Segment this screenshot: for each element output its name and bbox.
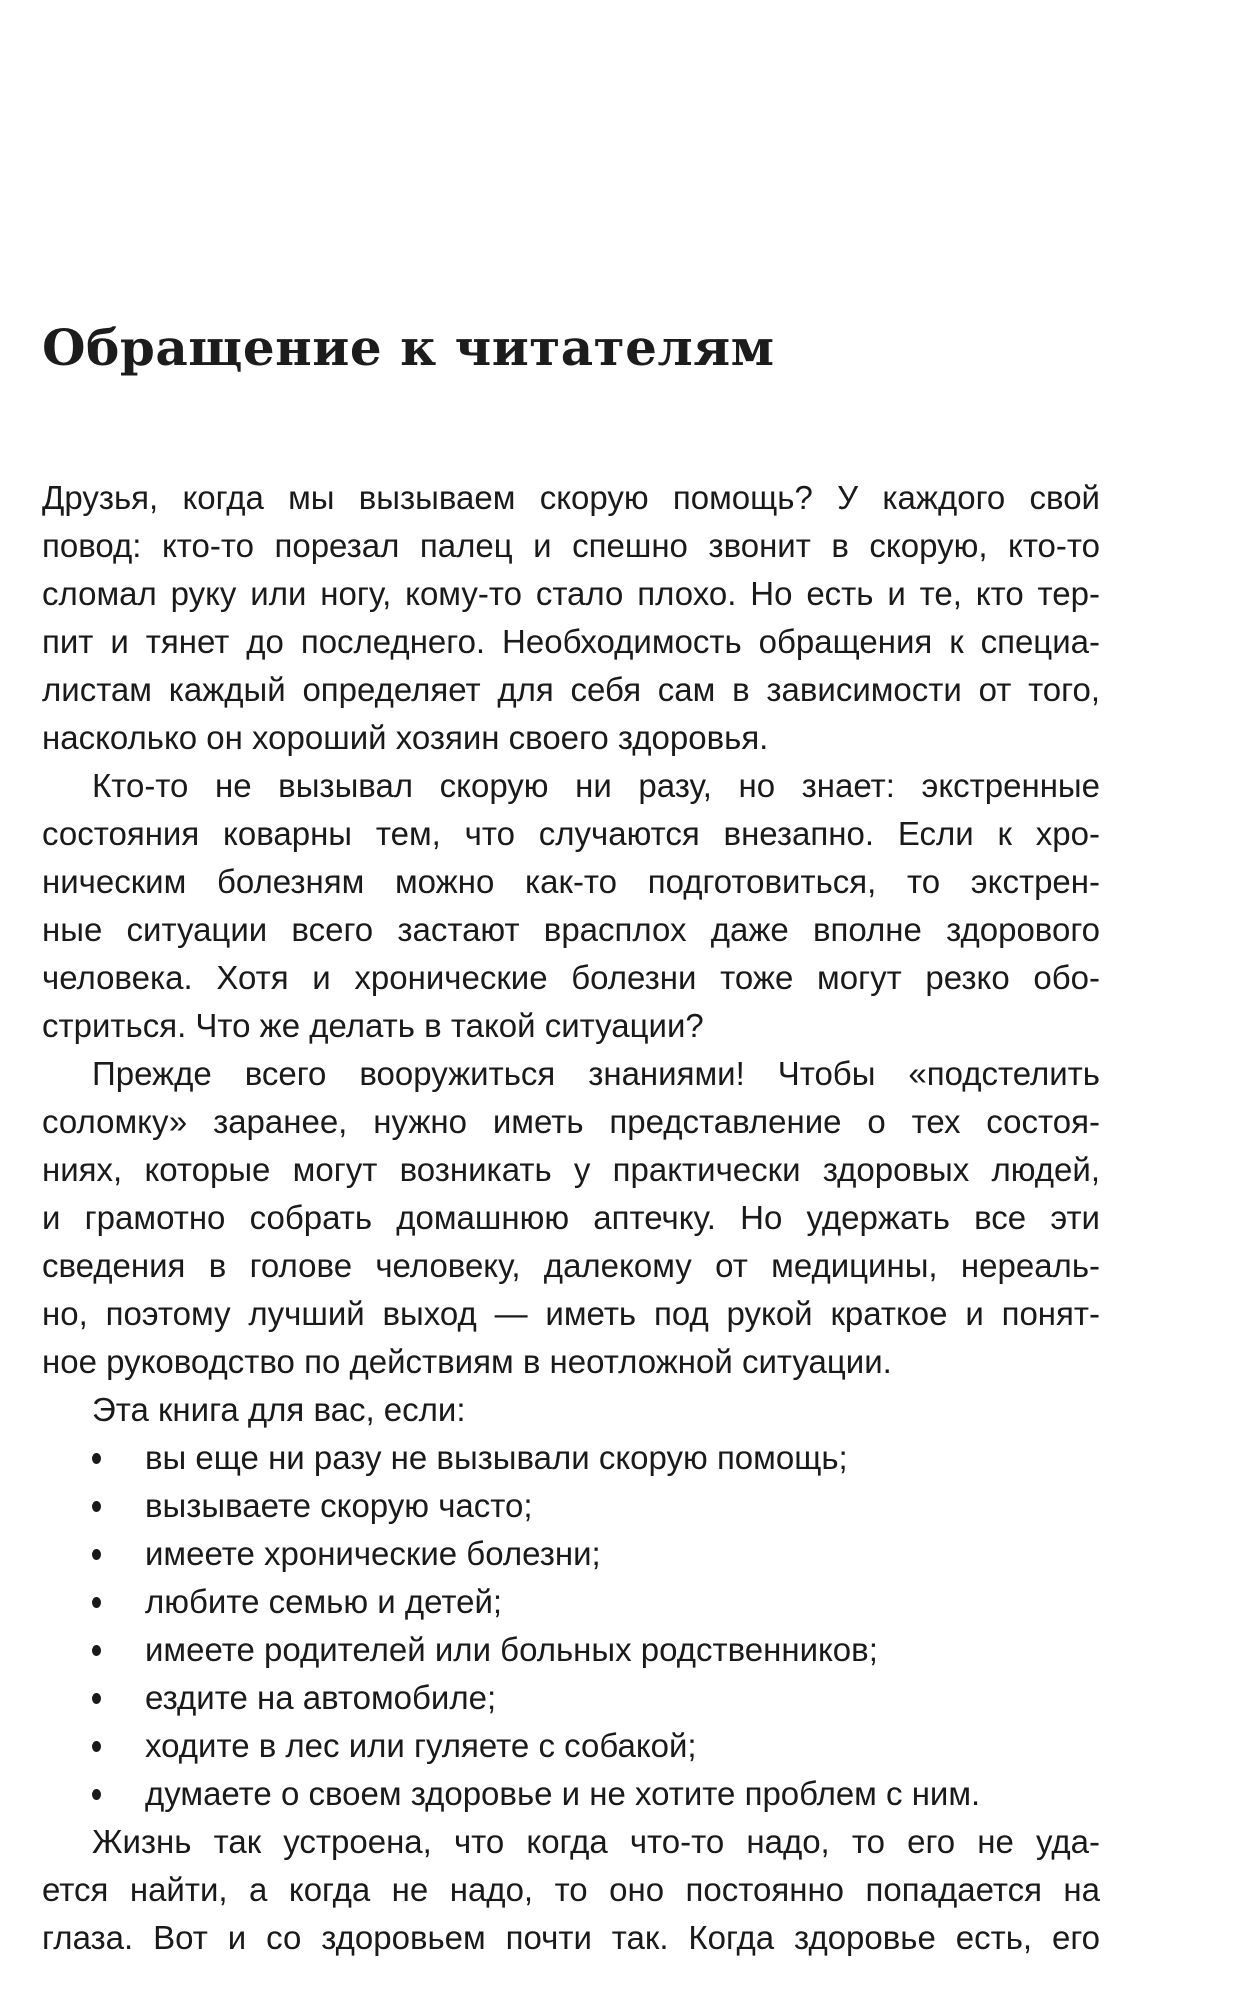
bullet-icon bbox=[92, 1501, 101, 1512]
paragraph-2-line-2: состояния коварны тем, что случаются внезапно. Если к хро- bbox=[42, 815, 1100, 852]
paragraph-2-line-4: ные ситуации всего застают врасплох даже вполне здорового bbox=[42, 911, 1100, 948]
paragraph-3-line-4: и грамотно собрать домашнюю аптечку. Но удержать все эти bbox=[42, 1199, 1100, 1236]
bullet-text: думаете о своем здоровье и не хотите проблем с ним. bbox=[145, 1775, 981, 1812]
bullet-text: имеете хронические болезни; bbox=[145, 1535, 601, 1572]
closing-line-1: Жизнь так устроена, что когда что-то надо, то его не уда- bbox=[92, 1823, 1100, 1860]
paragraph-3-line-6: но, поэтому лучший выход — иметь под рукой краткое и понят- bbox=[42, 1295, 1100, 1332]
page-title: Обращение к читателям bbox=[42, 318, 775, 377]
paragraph-1-line-5: листам каждый определяет для себя сам в зависимости от того, bbox=[42, 671, 1100, 708]
bullet-text: имеете родителей или больных родственников; bbox=[145, 1631, 878, 1668]
paragraph-1-line-2: повод: кто-то порезал палец и спешно звонит в скорую, кто-то bbox=[42, 527, 1100, 564]
paragraph-3-line-3: ниях, которые могут возникать у практически здоровых людей, bbox=[42, 1151, 1100, 1188]
bullet-icon bbox=[92, 1549, 101, 1560]
bullet-icon bbox=[92, 1597, 101, 1608]
paragraph-3-line-7: ное руководство по действиям в неотложной ситуации. bbox=[42, 1343, 892, 1380]
bullet-icon bbox=[92, 1789, 101, 1800]
paragraph-2-line-6: стриться. Что же делать в такой ситуации? bbox=[42, 1007, 704, 1044]
bullet-text: ездите на автомобиле; bbox=[145, 1679, 497, 1716]
bullet-text: вызываете скорую часто; bbox=[145, 1487, 533, 1524]
paragraph-1-line-3: сломал руку или ногу, кому-то стало плохо. Но есть и те, кто тер- bbox=[42, 575, 1100, 612]
paragraph-3-line-5: сведения в голове человеку, далекому от медицины, нереаль- bbox=[42, 1247, 1100, 1284]
paragraph-1-line-1: Друзья, когда мы вызываем скорую помощь? У каждого свой bbox=[42, 479, 1100, 516]
paragraph-2-line-1: Кто-то не вызывал скорую ни разу, но знает: экстренные bbox=[92, 767, 1100, 804]
paragraph-3-line-2: соломку» заранее, нужно иметь представление о тех состоя- bbox=[42, 1103, 1100, 1140]
paragraph-2-line-3: ническим болезням можно как-то подготовиться, то экстрен- bbox=[42, 863, 1100, 900]
bullet-icon bbox=[92, 1693, 101, 1704]
paragraph-1-line-4: пит и тянет до последнего. Необходимость обращения к специа- bbox=[42, 623, 1100, 660]
bullet-text: вы еще ни разу не вызывали скорую помощь; bbox=[145, 1439, 848, 1476]
bullet-text: любите семью и детей; bbox=[145, 1583, 503, 1620]
bullet-icon bbox=[92, 1741, 101, 1752]
bullet-icon bbox=[92, 1453, 101, 1464]
closing-line-3: глаза. Вот и со здоровьем почти так. Когда здоровье есть, его bbox=[42, 1919, 1100, 1956]
closing-line-2: ется найти, а когда не надо, то оно постоянно попадается на bbox=[42, 1871, 1100, 1908]
paragraph-1-line-6: насколько он хороший хозяин своего здоровья. bbox=[42, 719, 769, 756]
bullet-icon bbox=[92, 1645, 101, 1656]
list-intro: Эта книга для вас, если: bbox=[92, 1391, 466, 1428]
paragraph-3-line-1: Прежде всего вооружиться знаниями! Чтобы «подстелить bbox=[92, 1055, 1100, 1092]
bullet-text: ходите в лес или гуляете с собакой; bbox=[145, 1727, 697, 1764]
paragraph-2-line-5: человека. Хотя и хронические болезни тоже могут резко обо- bbox=[42, 959, 1100, 996]
